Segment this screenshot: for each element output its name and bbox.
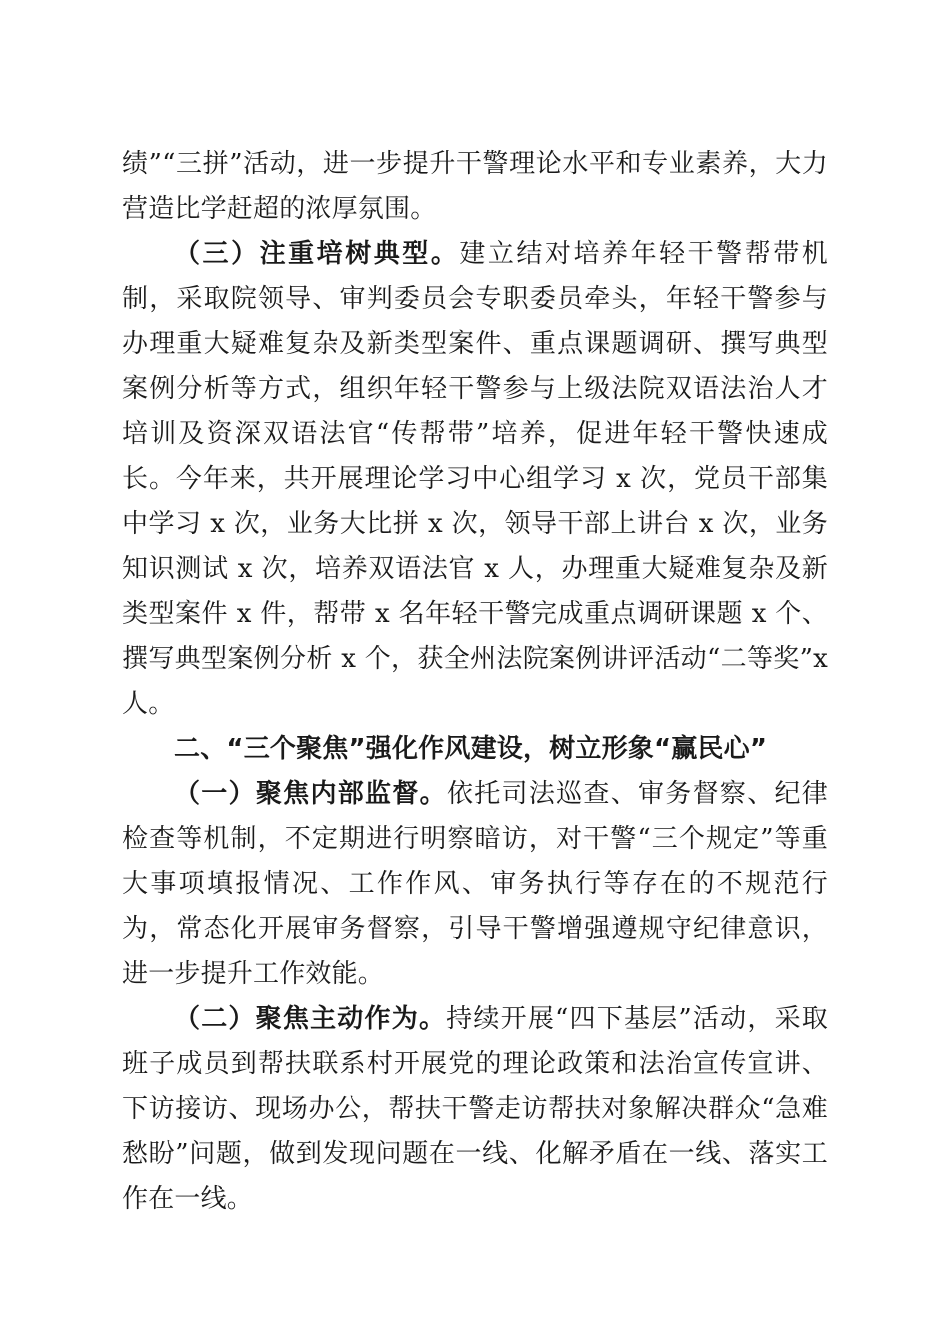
paragraph-proactive-action: [122, 997, 828, 1222]
paragraph-text: 绩”“三拼”活动，进一步提升干警理论水平和专业素养，大力营造比学赶超的浓厚氛围。: [122, 149, 828, 224]
paragraph-text: 建立结对培养年轻干警帮带机制，采取院领导、审判委员会专职委员牵头，年轻干警参与办理重大疑难复杂及新类型案件、重点课题调研、撰写典型案例分析等方式，组织年轻干警参与上级法院双语法治人才培训及资深双语法官“传帮带”培养，促进年轻干警快速成长。今年来，共开展理论学习中心组学习 x 次，党员干部集中学习 x 次，业务大比拼 x 次，领导干部上讲台 x 次，业务知识测试 x 次，培养双语法官 x 人，办理重大疑难复杂及新类型案件 x 件，帮带 x 名年轻干警完成重点调研课题 x 个、撰写典型案例分析 x 个，获全州法院案例讲评活动“二等奖”x 人。: [122, 239, 828, 719]
paragraph-cultivate-models: [122, 232, 828, 727]
section-lead-1: （一）聚焦内部监督。: [174, 779, 447, 809]
section-lead-2: （二）聚焦主动作为。: [174, 1004, 447, 1034]
section-heading-2: 二、“三个聚焦”强化作风建设，树立形象“赢民心”: [174, 734, 768, 764]
paragraph-continuation: [122, 142, 828, 232]
section-lead-3: （三）注重培树典型。: [174, 239, 460, 269]
paragraph-text: 依托司法巡查、审务督察、纪律检查等机制，不定期进行明察暗访，对干警“三个规定”等重大事项填报情况、工作作风、审务执行等存在的不规范行为，常态化开展审务督察，引导干警增强遵规守纪律意识，进一步提升工作效能。: [122, 779, 828, 989]
paragraph-text: 持续开展“四下基层”活动，采取班子成员到帮扶联系村开展党的理论政策和法治宣传宣讲、下访接访、现场办公，帮扶干警走访帮扶对象解决群众“急难愁盼”问题，做到发现问题在一线、化解矛盾在一线、落实工作在一线。: [122, 1004, 828, 1214]
document-page: [122, 142, 828, 1222]
paragraph-internal-supervision: [122, 772, 828, 997]
